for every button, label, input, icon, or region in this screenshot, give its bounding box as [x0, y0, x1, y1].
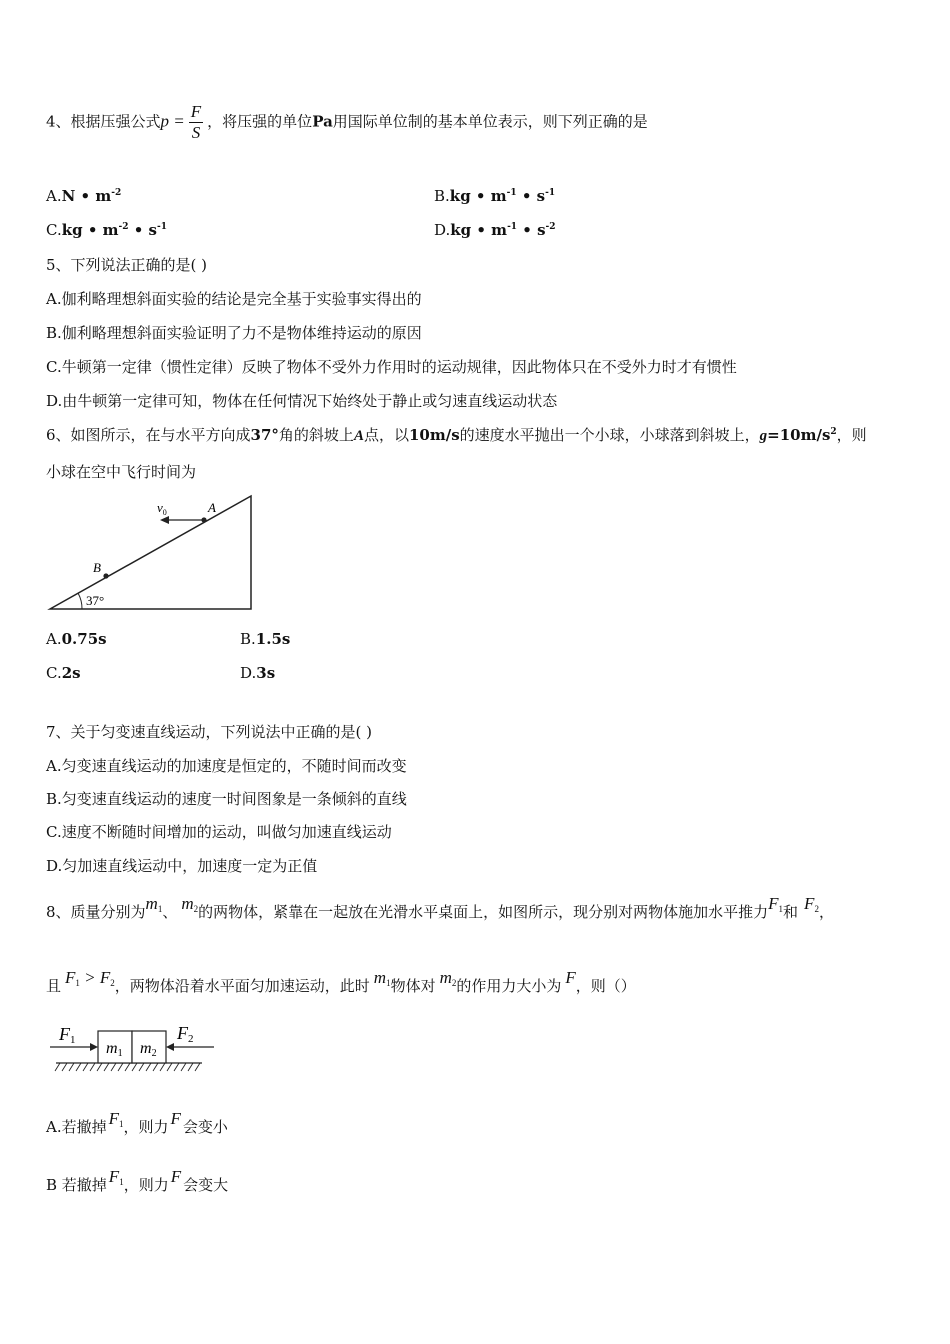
option-label: B. [240, 630, 256, 648]
q5-option-b: B.伽利略理想斜面实验证明了力不是物体维持运动的原因 [46, 324, 422, 342]
ground-hatching [55, 1063, 200, 1071]
q4-option-d [434, 220, 556, 240]
point-a-label: A [208, 500, 216, 515]
force-f1-label: F1 [59, 1024, 76, 1046]
option-text: kg • m [450, 221, 508, 239]
q6-option-c [46, 663, 81, 683]
block-m1-label: m1 [106, 1040, 123, 1059]
force-f1: $F_1$ [108, 1167, 124, 1187]
option-text: kg • m [61, 221, 119, 239]
q7-stem: 7、关于匀变速直线运动，下列说法中正确的是( ) [46, 723, 373, 741]
option-text: • s [516, 187, 546, 205]
q6-stem-part: 的速度水平抛出一个小球，小球落到斜坡上， [459, 426, 760, 444]
option-label: A. [46, 187, 62, 205]
option-text: 会变大 [183, 1176, 229, 1194]
q7-option-d: D.匀加速直线运动中，加速度一定为正值 [46, 857, 318, 875]
option-label: B. [434, 187, 450, 205]
q5-stem: 5、下列说法正确的是( ) [46, 256, 208, 274]
mass-m2: $m_2$ [181, 894, 199, 914]
q6-option-d [240, 663, 275, 683]
q8-stem-line2 [46, 968, 636, 996]
q8-option-a [46, 1109, 228, 1137]
q4-stem [46, 102, 648, 143]
force-f2: $F_2$ [804, 894, 819, 914]
punctuation: ， [818, 903, 834, 921]
force-f1: $F_1$ [65, 968, 80, 988]
option-text: 2s [61, 664, 81, 682]
q7-option-b: B.匀变速直线运动的速度一时间图象是一条倾斜的直线 [46, 790, 407, 808]
q6-option-b [240, 629, 290, 649]
point-b-dot [103, 573, 108, 578]
option-label: C. [46, 221, 62, 239]
option-text: B 若撤掉 [46, 1176, 107, 1194]
force-f1: $F_1$ [768, 894, 784, 914]
q8-stem-part: 且 [46, 977, 62, 995]
option-label: D. [434, 221, 451, 239]
exponent: -2 [545, 222, 556, 232]
q4-option-a [46, 186, 121, 206]
q6-stem-line2: 小球在空中飞行时间为 [46, 463, 197, 481]
q6-stem [46, 425, 867, 446]
option-text: • s [128, 221, 157, 239]
exponent: -1 [157, 222, 167, 232]
velocity-arrowhead [160, 516, 169, 524]
exponent: -2 [111, 188, 122, 198]
angle-arc [78, 593, 82, 609]
force-f: F [170, 1167, 182, 1186]
greater-than: > [79, 968, 100, 987]
q4-option-b [434, 186, 555, 206]
q6-stem-part: 6、如图所示，在与水平方向成 [46, 426, 251, 444]
option-text: • s [517, 221, 546, 239]
incline-triangle [50, 496, 251, 609]
q8-stem [46, 894, 834, 922]
q8-option-b [46, 1167, 229, 1195]
q8-stem-part: 物体对 [390, 977, 436, 995]
point-a: A [353, 428, 364, 444]
force-f2-label: F2 [177, 1023, 194, 1045]
q8-stem-part: 的两物体，紧靠在一起放在光滑水平桌面上，如图所示，现分别对两物体施加水平推力 [198, 903, 769, 921]
force-f2: $F_2$ [99, 968, 115, 988]
q4-option-c [46, 220, 167, 240]
exponent: -1 [506, 188, 517, 198]
option-text: 3s [256, 664, 276, 682]
force-f1: $F_1$ [108, 1109, 124, 1129]
option-text: ，则力 [123, 1118, 169, 1136]
option-label: C. [46, 664, 62, 682]
formula-fraction [189, 102, 203, 143]
gravity-symbol: g [759, 428, 768, 444]
formula-p: p = [160, 111, 185, 131]
blocks-figure [46, 1018, 218, 1076]
q7-option-a: A.匀变速直线运动的加速度是恒定的，不随时间而改变 [46, 757, 407, 775]
q8-stem-part: ，两物体沿着水平面匀加速运动，此时 [114, 977, 370, 995]
option-text: ，则力 [123, 1176, 169, 1194]
q6-option-a [46, 629, 107, 649]
q8-stem-part: ，则（） [575, 977, 636, 995]
incline-figure [40, 490, 270, 616]
q5-option-a: A.伽利略理想斜面实验的结论是完全基于实验事实得出的 [46, 290, 422, 308]
force-f1-arrowhead [90, 1043, 98, 1051]
separator: 、 [162, 903, 178, 921]
gravity-value: =10m/s [767, 426, 831, 444]
v0-label: $v_0$ [157, 500, 167, 517]
option-text: 会变小 [182, 1118, 228, 1136]
q7-option-c: C.速度不断随时间增加的运动，叫做匀加速直线运动 [46, 823, 392, 841]
mass-m2: $m_2$ [439, 968, 457, 988]
option-label: D. [240, 664, 257, 682]
option-text: N • m [61, 187, 112, 205]
force-f: F [565, 968, 576, 987]
option-text: 1.5s [255, 630, 291, 648]
point-b-label: B [93, 560, 101, 575]
q4-stem-prefix: 4、根据压强公式 [46, 112, 161, 131]
formula-denominator: S [191, 123, 201, 142]
q5-option-c: C.牛顿第一定律（惯性定律）反映了物体不受外力作用时的运动规律，因此物体只在不受外力时才有惯性 [46, 358, 737, 376]
option-text: kg • m [449, 187, 507, 205]
q6-stem-part: ，则 [836, 426, 867, 444]
exponent: -2 [118, 222, 129, 232]
mass-m1: $m_1$ [373, 968, 391, 988]
unit-pa: Pa [312, 112, 333, 131]
exponent: 2 [830, 427, 837, 437]
q4-stem-suffix-2: 用国际单位制的基本单位表示，则下列正确的是 [332, 112, 648, 131]
force-f: F [170, 1109, 181, 1128]
option-text: 0.75s [61, 630, 107, 648]
angle-value: 37° [250, 426, 279, 444]
option-label: A. [46, 630, 62, 648]
conjunction: 和 [783, 903, 799, 921]
q6-stem-part: 角的斜坡上 [278, 426, 354, 444]
q5-option-d: D.由牛顿第一定律可知，物体在任何情况下始终处于静止或匀速直线运动状态 [46, 392, 558, 410]
point-a-dot [201, 517, 206, 522]
option-text: A.若撤掉 [46, 1118, 107, 1136]
formula-numerator: F [190, 102, 202, 121]
exponent: -1 [507, 222, 518, 232]
angle-label: 37° [86, 593, 105, 608]
mass-m1: $m_1$ [145, 894, 163, 914]
q6-stem-part: 点，以 [363, 426, 409, 444]
q8-stem-part: 8、质量分别为 [46, 903, 146, 921]
force-f2-arrowhead [166, 1043, 174, 1051]
q4-stem-suffix-1: ，将压强的单位 [207, 112, 313, 131]
exponent: -1 [545, 188, 556, 198]
block-m2-label: m2 [140, 1040, 157, 1059]
speed-value: 10m/s [408, 426, 460, 444]
q8-stem-part: 的作用力大小为 [456, 977, 562, 995]
